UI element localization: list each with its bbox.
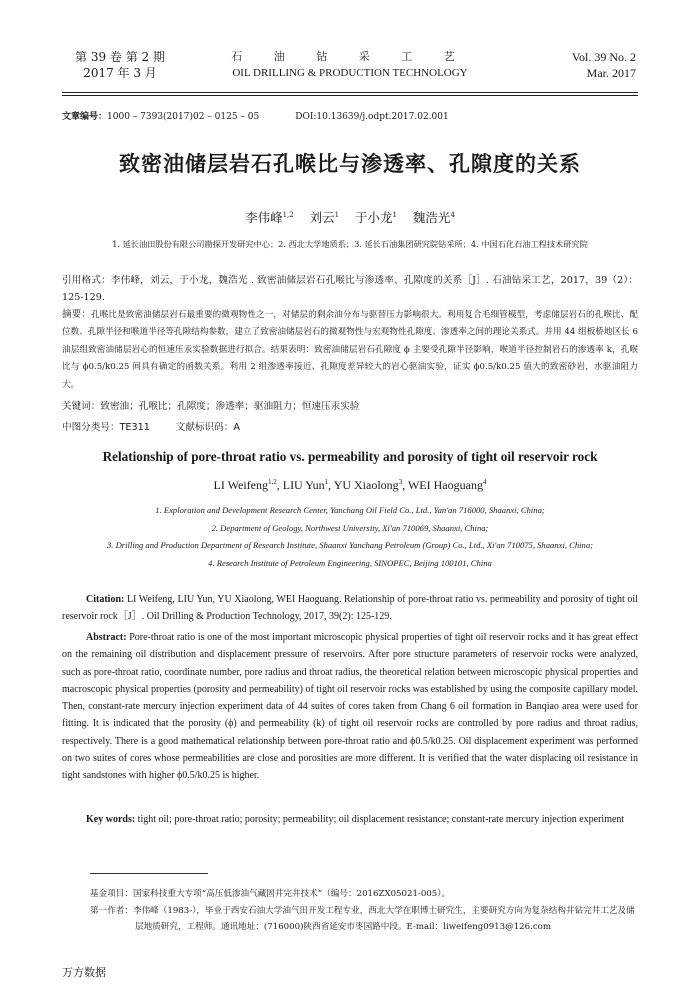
journal-name-cn: 石 油 钻 采 工 艺 <box>231 50 469 63</box>
title-cn: 致密油储层岩石孔喉比与渗透率、孔隙度的关系 <box>119 152 581 176</box>
citation-en <box>62 591 638 626</box>
abstract-en <box>62 629 638 785</box>
affiliations-cn: 1. 延长油田股份有限公司勘探开发研究中心；2. 西北大学地质系；3. 延长石油集团研究院钻采所；4. 中国石化石油工程技术研究院 <box>112 239 588 249</box>
first-author-text: 李伟峰（1983-），毕业于西安石油大学油气田开发工程专业，西北大学在职博士研究生，主要研究方向为复杂结构井钻完井工艺及储层地质研究，工程师。通讯地址：(716000)陕西省延安市枣园路中段。E-mail：liweifeng0913@126.com <box>132 906 635 932</box>
citation-en-text: LI Weifeng, LIU Yun, YU Xiaolong, WEI Haoguang. Relationship of pore-throat ratio vs. permeability and porosity of tight oil reservoir rock［J］. Oil Drilling & Production Technology, 2017, 39(2): 125-129. <box>62 594 638 623</box>
citation-en-label: Citation: <box>86 594 125 605</box>
date-cn: 2017 年 3 月 <box>83 66 157 80</box>
clc-value: TE311 <box>119 422 150 433</box>
header-journal <box>230 49 470 81</box>
keywords-cn-label: 关键词： <box>62 401 101 412</box>
keywords-cn <box>62 399 638 416</box>
doc-code-value: A <box>233 422 240 433</box>
header-rule <box>62 92 638 93</box>
first-author-note <box>90 903 638 935</box>
author-en: LI Weifeng <box>213 478 268 492</box>
author-sup: 1 <box>392 210 398 219</box>
author-cn: 刘云 <box>309 210 335 225</box>
author-cn: 李伟峰 <box>245 210 283 225</box>
funding-note <box>90 886 638 902</box>
clc-label: 中图分类号： <box>62 422 120 433</box>
author-sup: 1,2 <box>267 478 277 486</box>
abstract-en-label: Abstract: <box>86 632 127 643</box>
affiliation-en: 3. Drilling and Production Department of Research Institute, Shaanxi Yanchang Petroleum (Group) Co., Ltd., Xi'an 710075, Shaanxi, China; <box>107 540 593 550</box>
affiliation-en: 2. Department of Geology, Northwest University, Xi'an 710069, Shaanxi, China; <box>211 522 489 533</box>
journal-name-en: OIL DRILLING & PRODUCTION TECHNOLOGY <box>232 67 468 79</box>
author-sup: 4 <box>482 478 487 486</box>
article-number-line <box>62 109 449 122</box>
affiliations-en <box>62 502 638 572</box>
volume-en: Vol. 39 No. 2 <box>571 50 636 64</box>
author-sup: 1 <box>324 478 329 486</box>
date-en: Mar. 2017 <box>586 66 636 80</box>
citation-cn-text: 李伟峰，刘云，于小龙，魏浩光 . 致密油储层岩石孔喉比与渗透率、孔隙度的关系［J］. 石油钻采工艺，2017，39（2）：125-129. <box>62 275 638 303</box>
article-number-label: 文章编号： <box>62 112 108 122</box>
keywords-cn-text: 致密油；孔喉比；孔隙度；渗透率；驱油阻力；恒速压汞实验 <box>100 401 360 412</box>
title-en: Relationship of pore-throat ratio vs. permeability and porosity of tight oil reservoir rock <box>102 449 598 464</box>
author-sup: 1,2 <box>282 210 294 219</box>
keywords-en-label: Key words: <box>86 814 136 825</box>
header-rule-thin <box>62 95 638 96</box>
funding-label: 基金项目： <box>90 889 133 899</box>
authors-en: LI Weifeng$^{1,2}$, LIU Yun$^1$, YU Xiaolong$^3$, WEI Haoguang$^4$ <box>213 478 487 492</box>
author-cn: 于小龙 <box>355 210 393 225</box>
author-cn: 魏浩光 <box>412 210 451 225</box>
author-en: WEI Haoguang <box>407 478 483 492</box>
footnote-rule <box>90 873 208 874</box>
author-en: LIU Yun <box>282 478 325 492</box>
doi[interactable]: DOI:10.13639/j.odpt.2017.02.001 <box>295 112 449 122</box>
article-number: 1000 – 7393(2017)02 – 0125 – 05 <box>107 112 260 122</box>
header-volume-cn <box>75 49 165 81</box>
citation-cn-label: 引用格式： <box>62 275 111 286</box>
author-sup: 4 <box>450 210 455 219</box>
volume-cn: 第 39 卷 第 2 期 <box>75 50 165 64</box>
funding-text: 国家科技重大专项“高压低渗油气藏固井完井技术”（编号：2016ZX05021-005）。 <box>132 889 451 899</box>
abstract-en-text: Pore-throat ratio is one of the most important microscopic physical properties of tight oil reservoir rocks and it has great effect on the remaining oil distribution and displacement pressure of reservoirs. After pore structure parameters of reservoir rocks were analyzed, such as pore-throat ratio, coordinate number, pore radius and throat radius, the theoretical relation between microscopic physical properties and macroscopic physical properties (porosity and permeability) of tight oil reservoir rocks was established by using the composite capillary model. Then, constant-rate mercury injection experiment data of 44 suites of cores taken from Chang 6 oil formation in Banqiao area were used for fitting. It is indicated that the porosity (ϕ) and permeability (k) of tight oil reservoir rocks are controlled by pore radius and throat radius, respectively. There is a good mathematical relationship between pore-throat ratio and ϕ0.5/k0.25. Oil displacement experiment was performed on two suites of cores whose permeabilities are close and porosities are more different. It is verified that the water displacing oil resistance in tight sandstones with higher ϕ0.5/k0.25 is higher. <box>62 632 639 782</box>
keywords-en-text: tight oil; pore-throat ratio; porosity; permeability; oil displacement resistance; constant-rate mercury injection experiment <box>137 814 625 825</box>
header-volume-en <box>560 49 636 81</box>
author-en: YU Xiaolong <box>333 478 399 492</box>
affiliation-en: 4. Research Institute of Petroleum Engineering, SINOPEC, Beijing 100101, China <box>208 557 492 568</box>
keywords-en <box>62 811 638 828</box>
first-author-label: 第一作者： <box>90 906 133 916</box>
author-sup: 3 <box>398 478 403 486</box>
doc-code-label: 文献标识码： <box>175 422 234 433</box>
abstract-cn-text: 孔喉比是致密油储层岩石最重要的微观物性之一，对储层的剩余油分布与驱替压力影响很大。利用复合毛细管模型，考虑储层岩石的孔喉比、配位数、孔隙半径和喉道半径等孔隙结构参数，建立了致密油储层岩石的微观物性与宏观物性孔隙度、渗透率之间的理论关系式。并用 44 组板桥地区长 6 油层组致密油储层岩心的恒速压汞实验数据进行拟合。结果表明：致密油储层岩石孔隙度 ϕ 主要受孔隙半径影响，喉道半径控制岩石的渗透率 k，孔喉比与 ϕ0.5/k0.25 间具有确定的函数关系。利用 2 组渗透率接近、孔隙度差异较大的岩心驱油实验，证实 ϕ0.5/k0.25 值大的致密砂岩，水驱油阻力大。 <box>62 310 639 390</box>
authors-cn <box>62 208 638 226</box>
abstract-cn <box>62 306 638 394</box>
affiliation-en: 1. Exploration and Development Research Center, Yanchang Oil Field Co., Ltd., Yan'an 716000, Shaanxi, China; <box>155 505 545 515</box>
abstract-cn-label: 摘要： <box>62 309 92 320</box>
citation-cn <box>62 273 638 306</box>
classification-line <box>62 420 638 437</box>
wanfang-watermark: 万方数据 <box>62 966 106 979</box>
author-sup: 1 <box>334 210 340 219</box>
